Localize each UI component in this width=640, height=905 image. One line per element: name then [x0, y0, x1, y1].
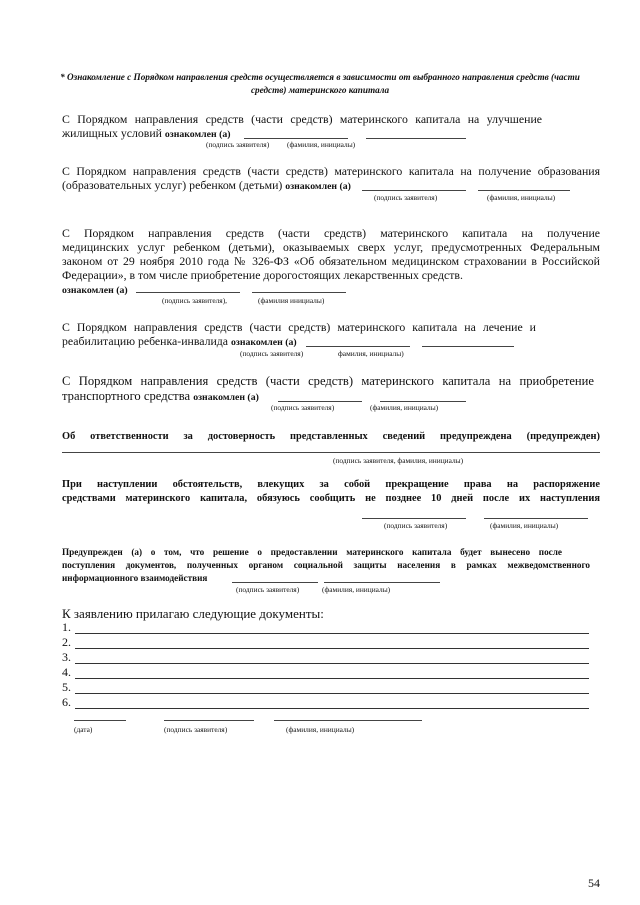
obligation-line-2: средствами материнского капитала, обязуюсь сообщить не позднее 10 дней после их наступления: [62, 493, 600, 504]
document-input-line[interactable]: [75, 678, 589, 679]
rehab-line-2: реабилитацию ребенка-инвалида ознакомлен (а): [62, 334, 297, 348]
medical-line-4: Федерации», в том числе приобретение дорогостоящих лекарственных средств.: [62, 268, 463, 282]
education-signature-caption: (подпись заявителя): [374, 193, 438, 202]
education-name-caption: (фамилия, инициалы): [487, 193, 556, 202]
warning-name-caption: (фамилия, инициалы): [322, 585, 391, 594]
medical-acknowledged: [62, 282, 128, 298]
document-item-number: 1.: [62, 620, 71, 634]
obligation-signature-line[interactable]: [362, 518, 466, 519]
document-item-number: 5.: [62, 680, 71, 694]
education-signature-line[interactable]: [362, 190, 466, 191]
date-line[interactable]: [74, 720, 126, 721]
acknowledged-label: ознакомлен (а): [193, 392, 259, 403]
responsibility-caption: (подпись заявителя, фамилия, инициалы): [333, 456, 464, 465]
housing-signature-caption: (подпись заявителя): [206, 140, 270, 149]
rehab-line-1: С Порядком направления средств (части средств) материнского капитала на лечение и: [62, 320, 536, 334]
footer-name-line[interactable]: [274, 720, 422, 721]
document-input-line[interactable]: [75, 663, 589, 664]
responsibility-statement: Об ответственности за достоверность представленных сведений предупреждена (предупрежден): [62, 431, 600, 442]
acknowledged-label: ознакомлен (а): [62, 285, 128, 296]
footer-signature-caption: (подпись заявителя): [164, 725, 228, 734]
obligation-line-1: При наступлении обстоятельств, влекущих за собой прекращение права на распоряжение: [62, 479, 600, 490]
obligation-name-caption: (фамилия, инициалы): [490, 521, 559, 530]
document-input-line[interactable]: [75, 693, 589, 694]
medical-name-line[interactable]: [252, 292, 346, 293]
document-input-line[interactable]: [75, 708, 589, 709]
housing-line-2: жилищных условий ознакомлен (а): [62, 126, 231, 140]
housing-name-caption: (фамилия, инициалы): [287, 140, 356, 149]
medical-signature-line[interactable]: [136, 292, 240, 293]
documents-title: К заявлению прилагаю следующие документы:: [62, 606, 324, 621]
acknowledged-label: ознакомлен (а): [285, 181, 351, 192]
warning-name-line[interactable]: [324, 582, 440, 583]
document-item-number: 3.: [62, 650, 71, 664]
document-item-number: 2.: [62, 635, 71, 649]
warning-signature-line[interactable]: [232, 582, 318, 583]
document-item: [62, 695, 590, 710]
document-item-number: 6.: [62, 695, 71, 709]
footer-signature-line[interactable]: [164, 720, 254, 721]
rehab-signature-line[interactable]: [306, 346, 410, 347]
housing-line-1: С Порядком направления средств (части средств) материнского капитала на улучшение: [62, 112, 542, 126]
document-input-line[interactable]: [75, 648, 589, 649]
document-item-number: 4.: [62, 665, 71, 679]
transport-name-line[interactable]: [380, 401, 466, 402]
education-line-1: С Порядком направления средств (части средств) материнского капитала на получение образования: [62, 164, 600, 178]
warning-signature-caption: (подпись заявителя): [236, 585, 300, 594]
acknowledged-label: ознакомлен (а): [230, 337, 297, 348]
medical-line-3: законом от 29 ноября 2010 года № 326-ФЗ «Об обязательном медицинском страховании в Российской: [62, 254, 600, 268]
document-item: [62, 635, 590, 650]
obligation-name-line[interactable]: [484, 518, 588, 519]
housing-name-line[interactable]: [366, 138, 466, 139]
footnote: * Ознакомление с Порядком направления средств осуществляется в зависимости от выбранного направления средств (части средств) материнского капитала: [60, 72, 580, 95]
transport-signature-line[interactable]: [278, 401, 362, 402]
housing-signature-line[interactable]: [244, 138, 348, 139]
medical-line-2: медицинских услуг ребенком (детьми), оказываемых сверх услуг, предусмотренных Федеральным: [62, 240, 600, 254]
transport-signature-caption: (подпись заявителя): [271, 403, 335, 412]
page-number: 54: [588, 876, 600, 890]
transport-line-1: С Порядком направления средств (части средств) материнского капитала на приобретение: [62, 374, 594, 388]
date-caption: (дата): [74, 725, 93, 734]
medical-signature-caption: (подпись заявителя),: [162, 296, 228, 305]
warning-line-1: Предупрежден (а) о том, что решение о предоставлении материнского капитала будет вынесено после: [62, 547, 562, 557]
document-item: [62, 650, 590, 665]
document-item: [62, 620, 590, 635]
transport-name-caption: (фамилия, инициалы): [370, 403, 439, 412]
footer-name-caption: (фамилия, инициалы): [286, 725, 355, 734]
document-item: [62, 680, 590, 695]
transport-line-2: транспортного средства ознакомлен (а): [62, 389, 259, 403]
education-line-2: (образовательных услуг) ребенком (детьми) ознакомлен (а): [62, 178, 351, 192]
rehab-name-line[interactable]: [422, 346, 514, 347]
medical-name-caption: (фамилия инициалы): [258, 296, 325, 305]
obligation-signature-caption: (подпись заявителя): [384, 521, 448, 530]
medical-line-1: С Порядком направления средств (части средств) материнского капитала на получение: [62, 226, 600, 240]
rehab-name-caption: фамилия, инициалы): [338, 349, 404, 358]
document-input-line[interactable]: [75, 633, 589, 634]
document-item: [62, 665, 590, 680]
rehab-signature-caption: (подпись заявителя): [240, 349, 304, 358]
education-name-line[interactable]: [478, 190, 570, 191]
responsibility-signature-line[interactable]: [62, 452, 600, 453]
acknowledged-label: ознакомлен (а): [164, 129, 231, 140]
warning-line-3: информационного взаимодействия: [62, 573, 208, 583]
warning-line-2: поступления документов, полученных органом социальной защиты населения в рамках межведомственного: [62, 560, 590, 570]
